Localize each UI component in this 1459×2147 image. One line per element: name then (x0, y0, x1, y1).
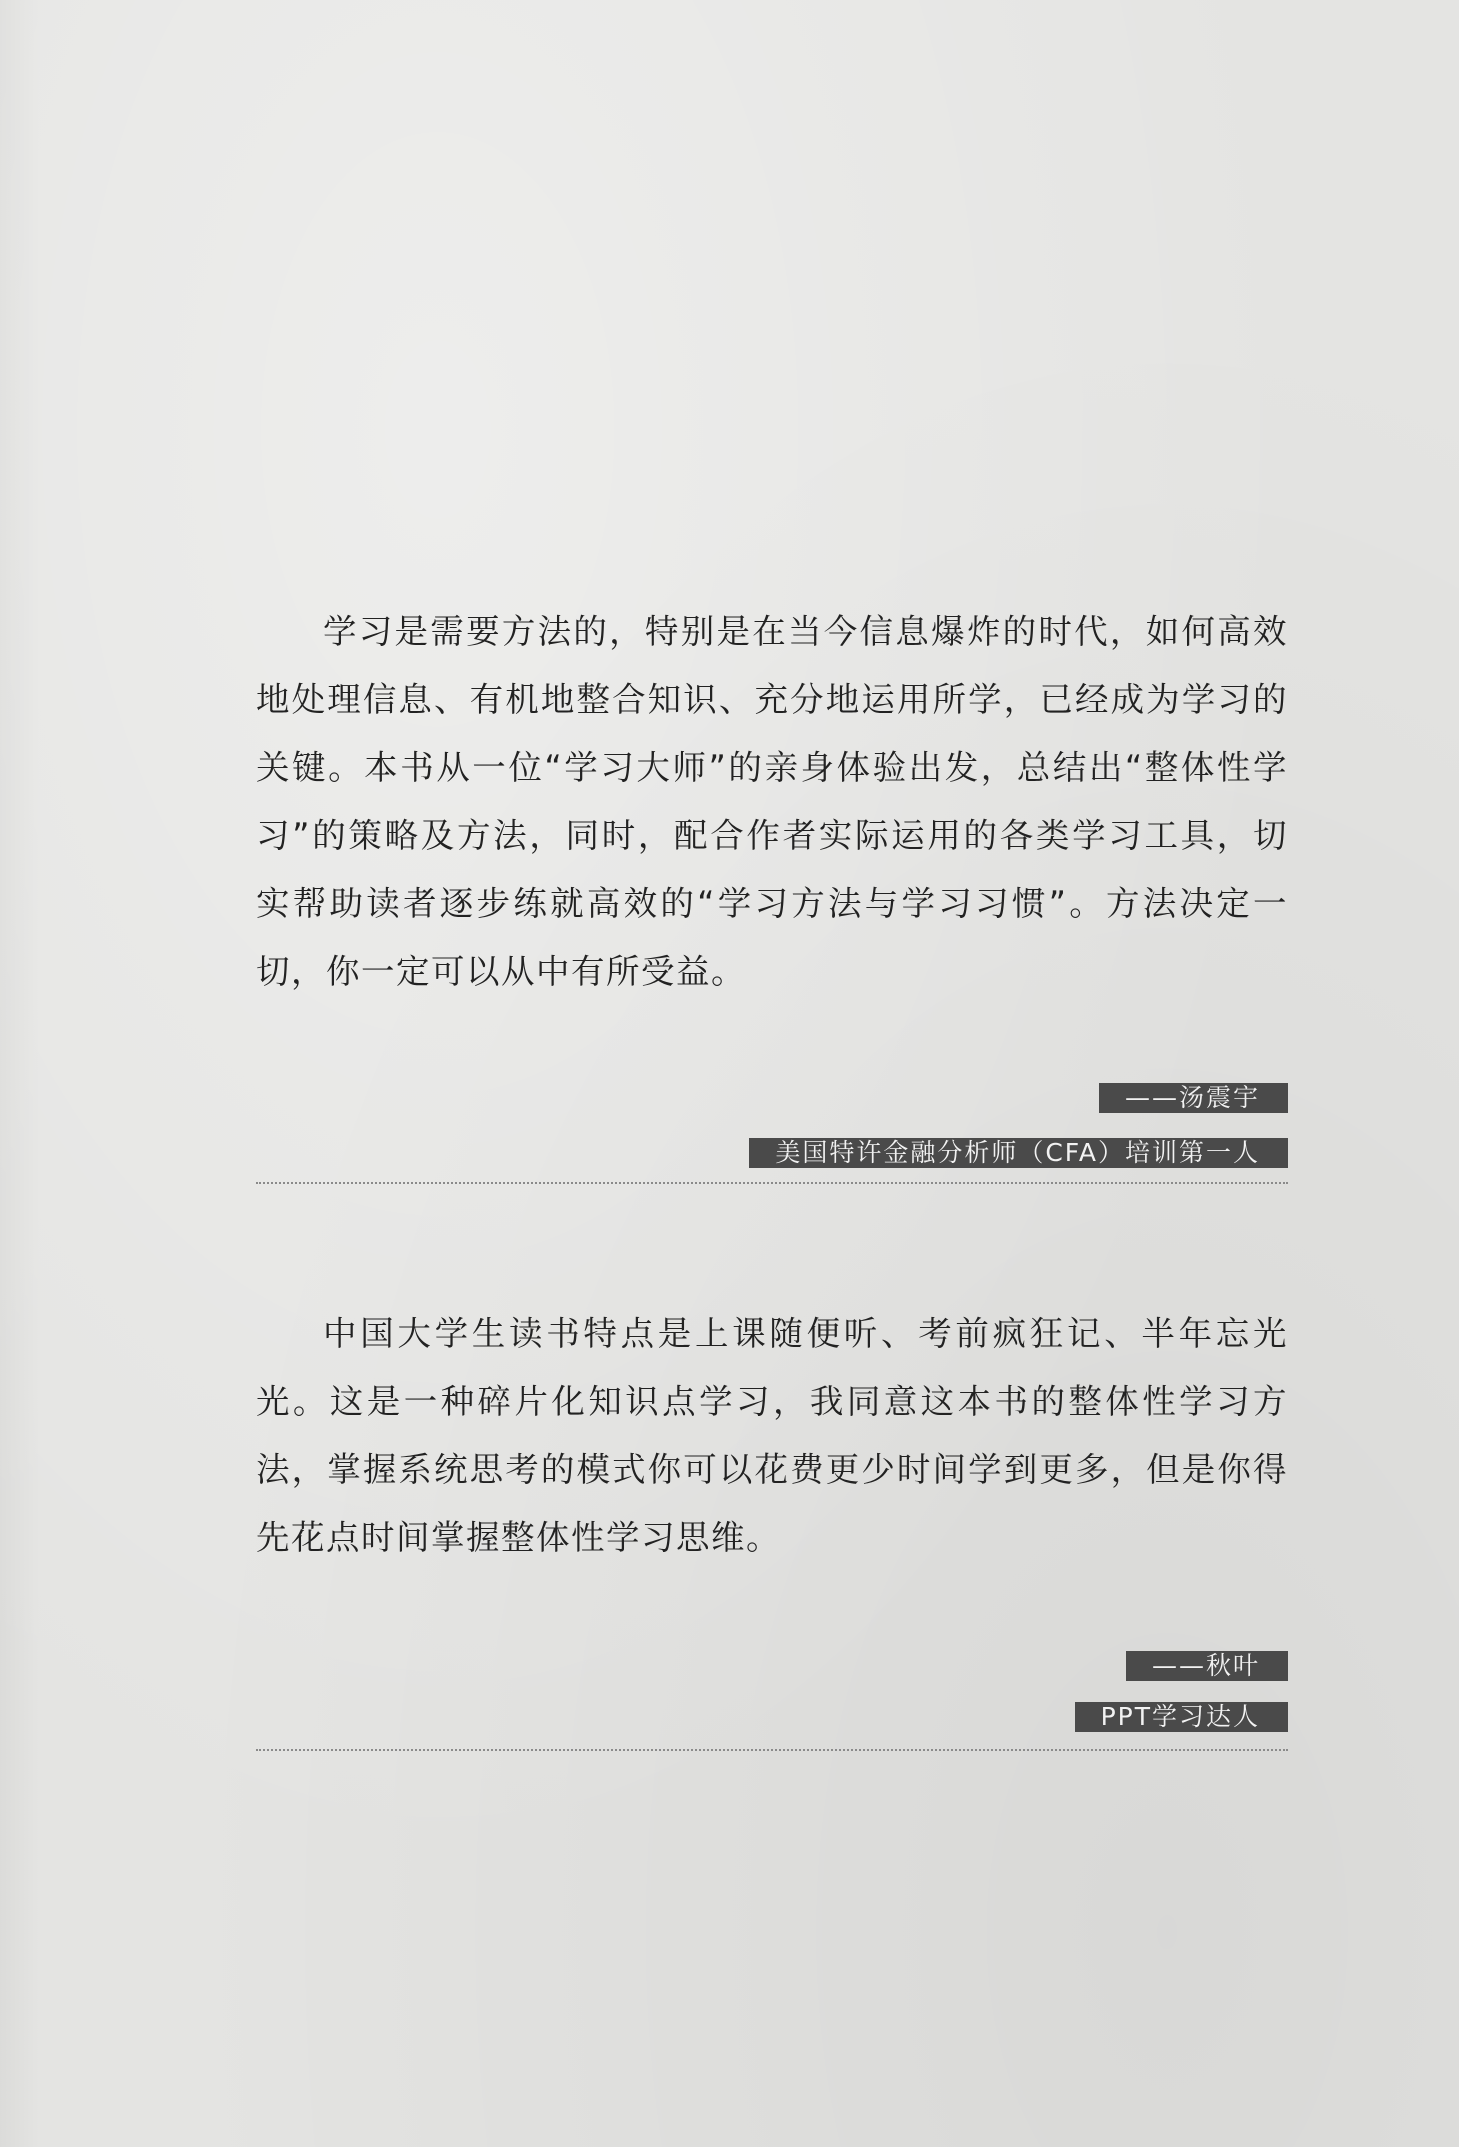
endorsement-text: 中国大学生读书特点是上课随便听、考前疯狂记、半年忘光光。这是一种碎片化知识点学习，我同意这本书的整体性学习方法，掌握系统思考的模式你可以花费更少时间学到更多，但是你得先花点时间掌握整体性学习思维。 (256, 1314, 1288, 1557)
endorsement-author-title: PPT学习达人 (1075, 1702, 1288, 1732)
endorsement-author-title: 美国特许金融分析师（CFA）培训第一人 (749, 1138, 1288, 1168)
dotted-divider (256, 1182, 1288, 1184)
endorsement-author: ——秋叶 (1126, 1651, 1288, 1681)
dotted-divider (256, 1749, 1288, 1751)
endorsement-2 (256, 1300, 1288, 1760)
endorsement-author: ——汤震宇 (1099, 1083, 1288, 1113)
endorsement-text: 学习是需要方法的，特别是在当今信息爆炸的时代，如何高效地处理信息、有机地整合知识、充分地运用所学，已经成为学习的关键。本书从一位“学习大师”的亲身体验出发，总结出“整体性学习”的策略及方法，同时，配合作者实际运用的各类学习工具，切实帮助读者逐步练就高效的“学习方法与学习习惯”。方法决定一切，你一定可以从中有所受益。 (256, 612, 1288, 991)
endorsement-1 (256, 598, 1288, 1198)
